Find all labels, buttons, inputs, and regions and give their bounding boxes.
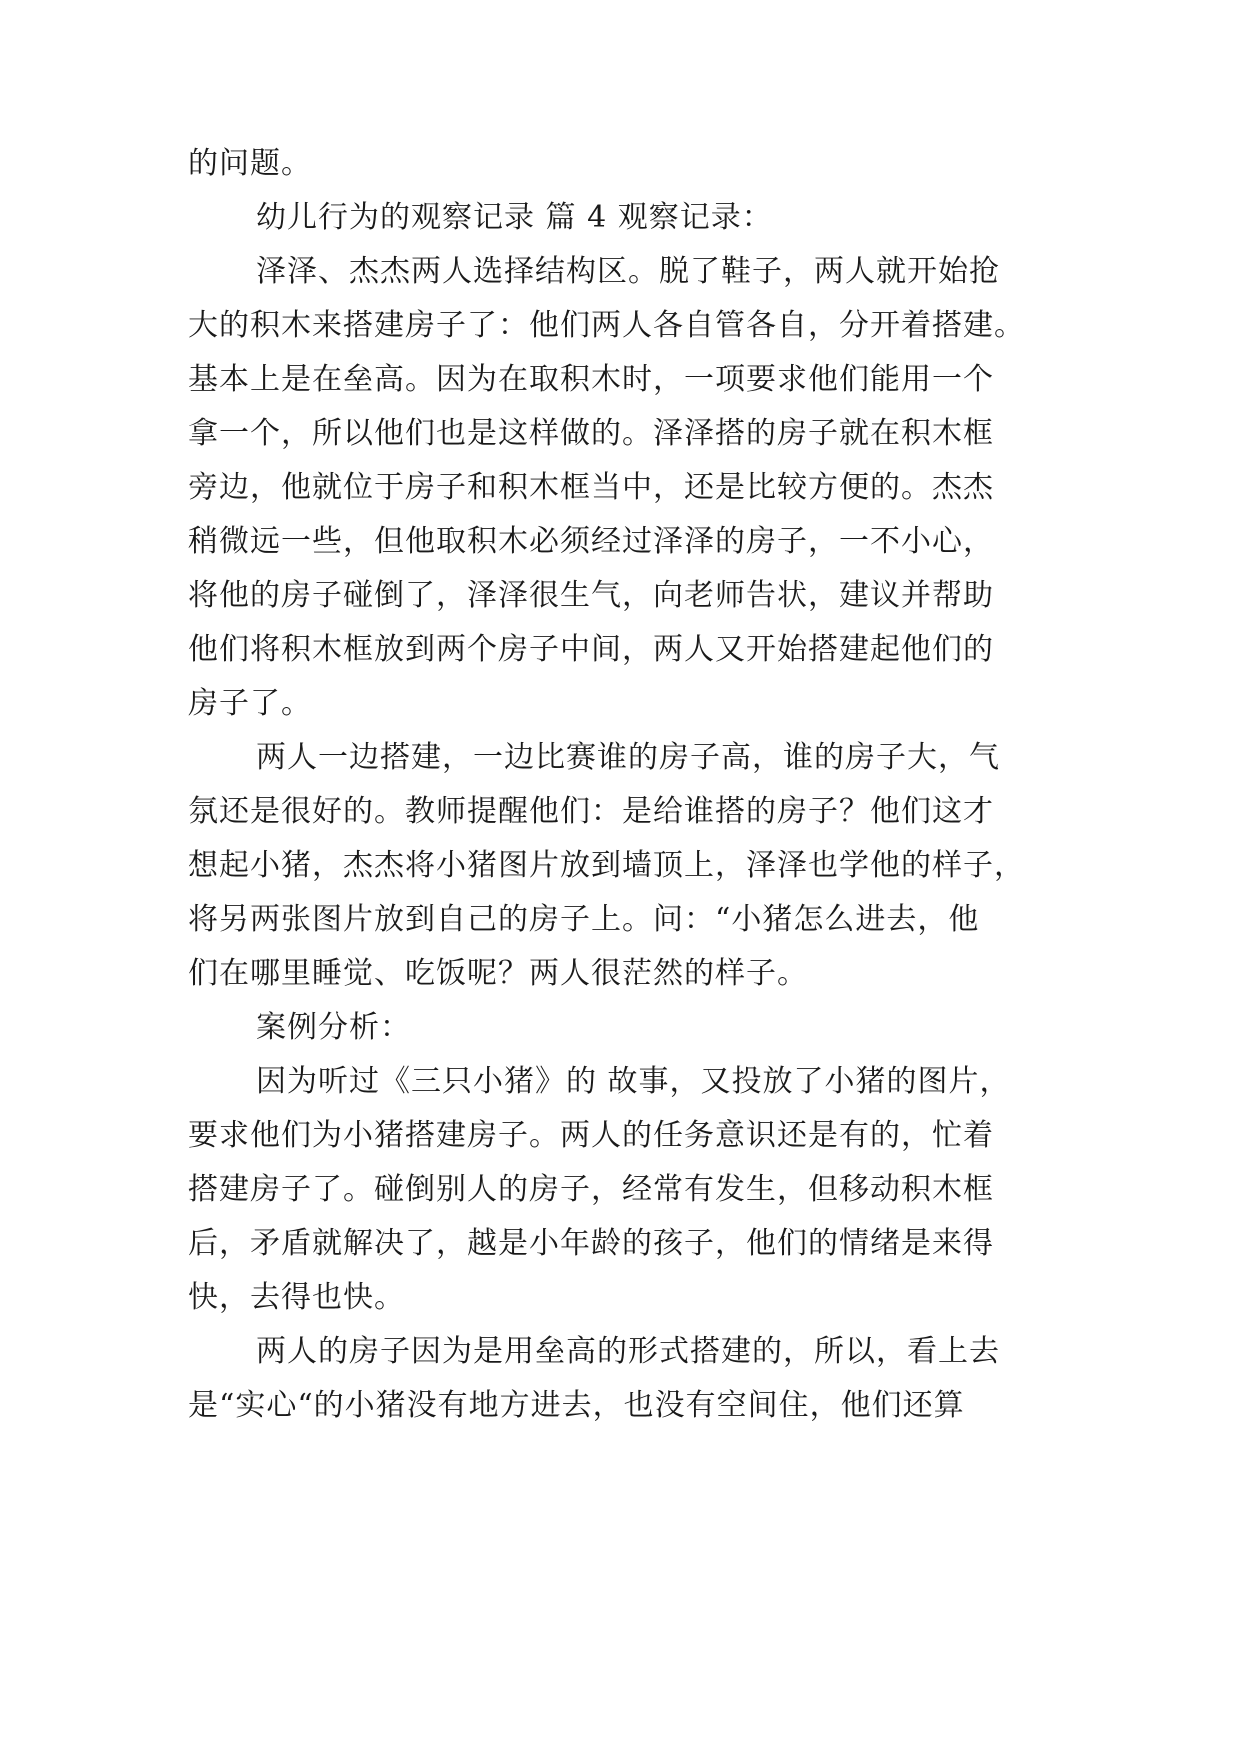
paragraph-line-1: 的问题。 — [188, 146, 312, 181]
paragraph-line-10: 他们将积木框放到两个房子中间，两人又开始搭建起他们的 — [188, 632, 994, 667]
analysis-heading: 案例分析： — [256, 1010, 411, 1045]
paragraph-line-20: 搭建房子了。碰倒别人的房子，经常有发生，但移动积木框 — [188, 1172, 994, 1207]
paragraph-line-5: 基本上是在垒高。因为在取积木时，一项要求他们能用一个 — [188, 362, 994, 397]
paragraph-line-9: 将他的房子碰倒了，泽泽很生气，向老师告状，建议并帮助 — [188, 578, 994, 613]
paragraph-line-15: 将另两张图片放到自己的房子上。问：“小猪怎么进去，他 — [188, 902, 980, 937]
paragraph-line-6: 拿一个，所以他们也是这样做的。泽泽搭的房子就在积木框 — [188, 416, 994, 451]
paragraph-line-13: 氛还是很好的。教师提醒他们：是给谁搭的房子？他们这才 — [188, 794, 994, 829]
paragraph-line-22: 快，去得也快。 — [188, 1280, 405, 1315]
paragraph-line-12: 两人一边搭建，一边比赛谁的房子高，谁的房子大，气 — [256, 740, 1000, 775]
paragraph-line-24: 是“实心“的小猪没有地方进去，也没有空间住，他们还算 — [188, 1388, 965, 1423]
paragraph-line-18: 因为听过《三只小猪》的 故事，又投放了小猪的图片， — [256, 1064, 1011, 1099]
section-heading: 幼儿行为的观察记录 篇 4 观察记录： — [256, 200, 773, 235]
paragraph-line-16: 们在哪里睡觉、吃饭呢？两人很茫然的样子。 — [188, 956, 808, 991]
paragraph-line-21: 后，矛盾就解决了，越是小年龄的孩子，他们的情绪是来得 — [188, 1226, 994, 1261]
paragraph-line-8: 稍微远一些，但他取积木必须经过泽泽的房子，一不小心， — [188, 524, 994, 559]
paragraph-line-14: 想起小猪，杰杰将小猪图片放到墙顶上，泽泽也学他的样子， — [188, 848, 1025, 883]
paragraph-line-19: 要求他们为小猪搭建房子。两人的任务意识还是有的，忙着 — [188, 1118, 994, 1153]
paragraph-line-7: 旁边，他就位于房子和积木框当中，还是比较方便的。杰杰 — [188, 470, 994, 505]
paragraph-line-11: 房子了。 — [188, 686, 312, 721]
paragraph-line-23: 两人的房子因为是用垒高的形式搭建的，所以，看上去 — [256, 1334, 1000, 1369]
paragraph-line-4: 大的积木来搭建房子了：他们两人各自管各自，分开着搭建。 — [188, 308, 1025, 343]
paragraph-line-3: 泽泽、杰杰两人选择结构区。脱了鞋子，两人就开始抢 — [256, 254, 1000, 289]
